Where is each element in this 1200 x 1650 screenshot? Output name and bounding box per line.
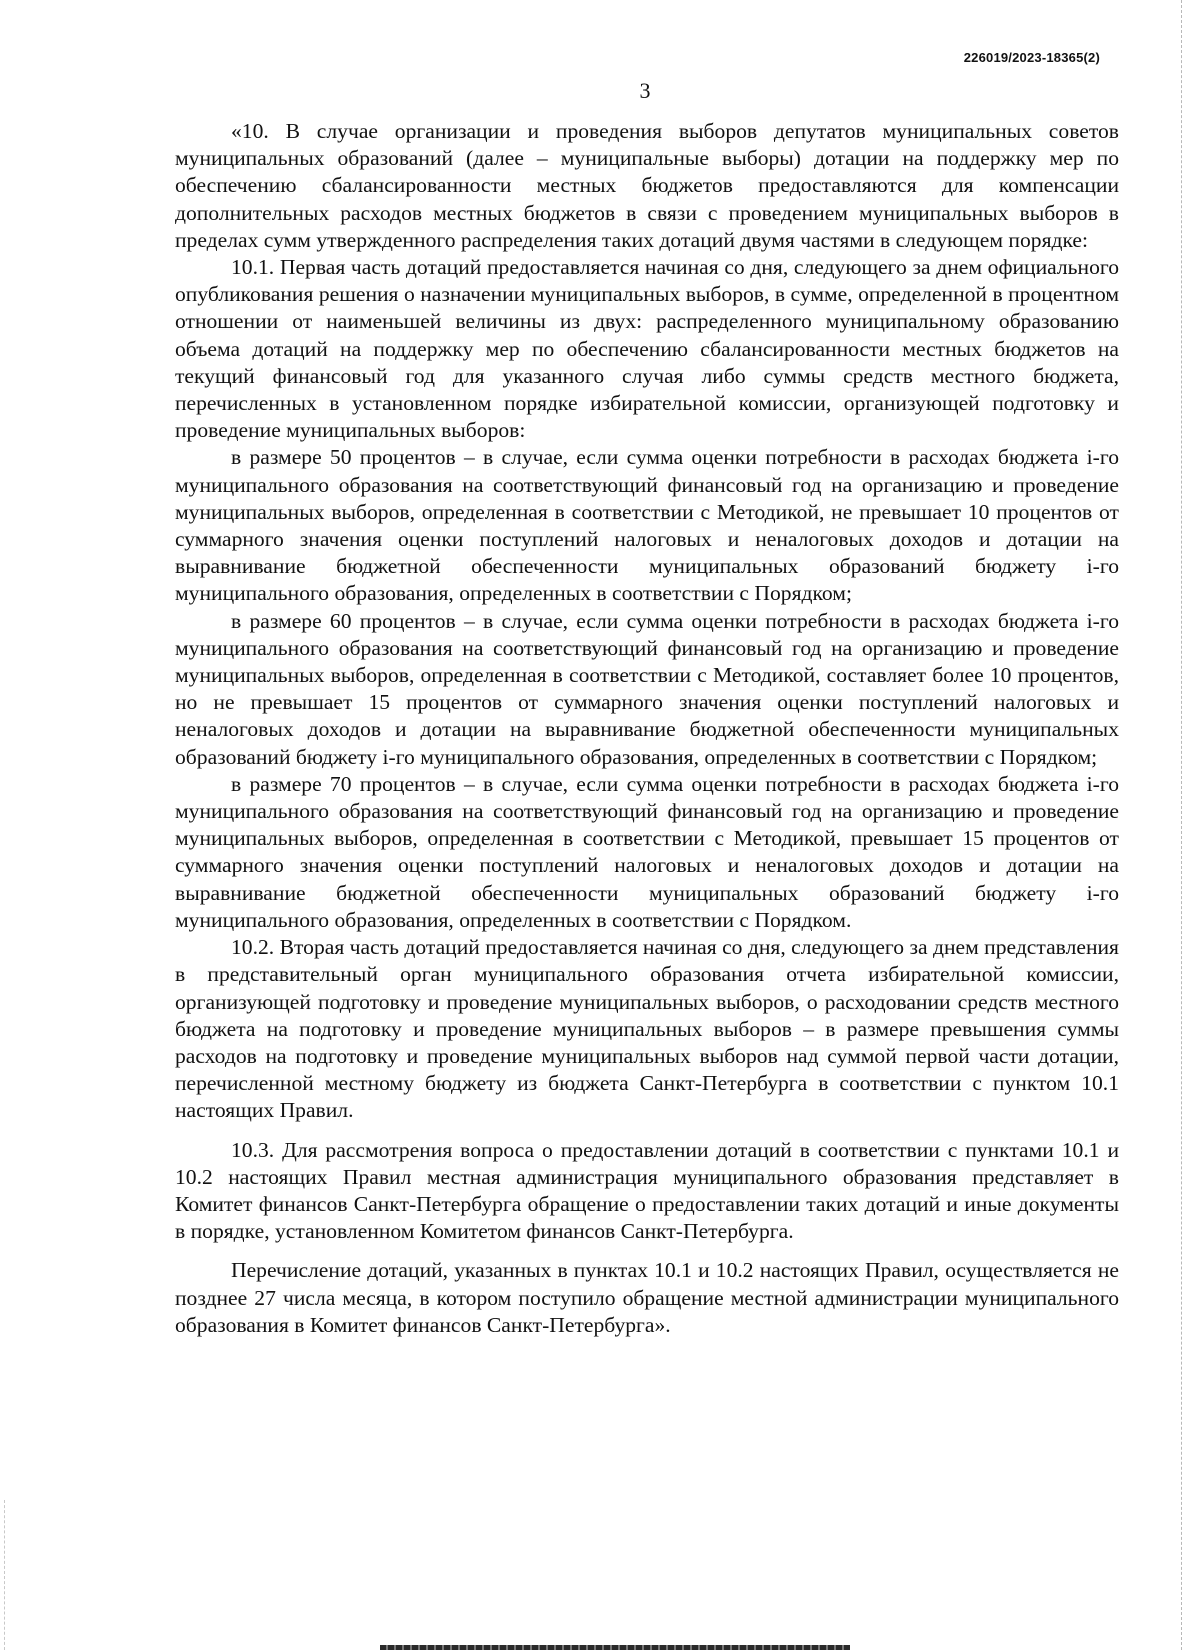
paragraph-10-2: 10.2. Вторая часть дотаций предоставляется начиная со дня, следующего за днем представления в представительный орган муниципального образования отчета избирательной комиссии, организующей подготовку и проведение муниципальных выборов, о расходовании средств местного бюджета на подготовку и проведение муниципальных выборов – в размере превышения суммы расходов на подготовку и проведение муниципальных выборов над суммой первой части дотации, перечисленной местному бюджету из бюджета Санкт-Петербурга в соответствии с пунктом 10.1 настоящих Правил. [175, 935, 1119, 1123]
paragraph-50-percent: в размере 50 процентов – в случае, если сумма оценки потребности в расходах бюджета i-го муниципального образования на соответствующий финансовый год на организацию и проведение муниципальных выборов, определенная в соответствии с Методикой, не превышает 10 процентов от суммарного значения оценки поступлений налоговых и неналоговых доходов и дотации на выравнивание бюджетной обеспеченности муниципальных образований бюджету i-го муниципального образования, определенных в соответствии с Порядком; [175, 445, 1119, 606]
scan-edge-right [1180, 0, 1182, 1650]
scan-bottom-mark [380, 1645, 850, 1650]
paragraph-10-3: 10.3. Для рассмотрения вопроса о предоставлении дотаций в соответствии с пунктами 10.1 и 10.2 настоящих Правил местная администрация муниципального образования представляет в Комитет финансов Санкт-Петербурга обращение о предоставлении таких дотаций и иные документы в порядке, установленном Комитетом финансов Санкт-Петербурга. [175, 1137, 1119, 1244]
document-number: 226019/2023-18365(2) [963, 50, 1100, 65]
scan-edge-left [4, 1500, 6, 1650]
document-body [175, 118, 1119, 1339]
paragraph-70-percent: в размере 70 процентов – в случае, если сумма оценки потребности в расходах бюджета i-го муниципального образования на соответствующий финансовый год на организацию и проведение муниципальных выборов, определенная в соответствии с Методикой, превышает 15 процентов от суммарного значения оценки поступлений налоговых и неналоговых доходов и дотации на выравнивание бюджетной обеспеченности муниципальных образований бюджету i-го муниципального образования, определенных в соответствии с Порядком. [175, 771, 1119, 932]
paragraph-10: «10. В случае организации и проведения выборов депутатов муниципальных советов муниципальных образований (далее – муниципальные выборы) дотации на поддержку мер по обеспечению сбалансированности местных бюджетов предоставляются для компенсации дополнительных расходов местных бюджетов в связи с проведением муниципальных выборов в пределах сумм утвержденного распределения таких дотаций двумя частями в следующем порядке: [175, 119, 1119, 252]
paragraph-10-1: 10.1. Первая часть дотаций предоставляется начиная со дня, следующего за днем официального опубликования решения о назначении муниципальных выборов, в сумме, определенной в процентном отношении от наименьшей величины из двух: распределенного муниципальному образованию объема дотаций на поддержку мер по обеспечению сбалансированности местных бюджетов на текущий финансовый год для указанного случая либо суммы средств местного бюджета, перечисленных в установленном порядке избирательной комиссии, организующей подготовку и проведение муниципальных выборов: [175, 255, 1119, 443]
paragraph-transfer: Перечисление дотаций, указанных в пунктах 10.1 и 10.2 настоящих Правил, осуществляется не позднее 27 числа месяца, в котором поступило обращение местной администрации муниципального образования в Комитет финансов Санкт-Петербурга». [175, 1258, 1119, 1337]
page-number: 3 [639, 78, 651, 103]
paragraph-60-percent: в размере 60 процентов – в случае, если сумма оценки потребности в расходах бюджета i-го муниципального образования на соответствующий финансовый год на организацию и проведение муниципальных выборов, определенная в соответствии с Методикой, составляет более 10 процентов, но не превышает 15 процентов от суммарного значения оценки поступлений налоговых и неналоговых доходов и дотации на выравнивание бюджетной обеспеченности муниципальных образований бюджету i-го муниципального образования, определенных в соответствии с Порядком; [175, 608, 1119, 769]
